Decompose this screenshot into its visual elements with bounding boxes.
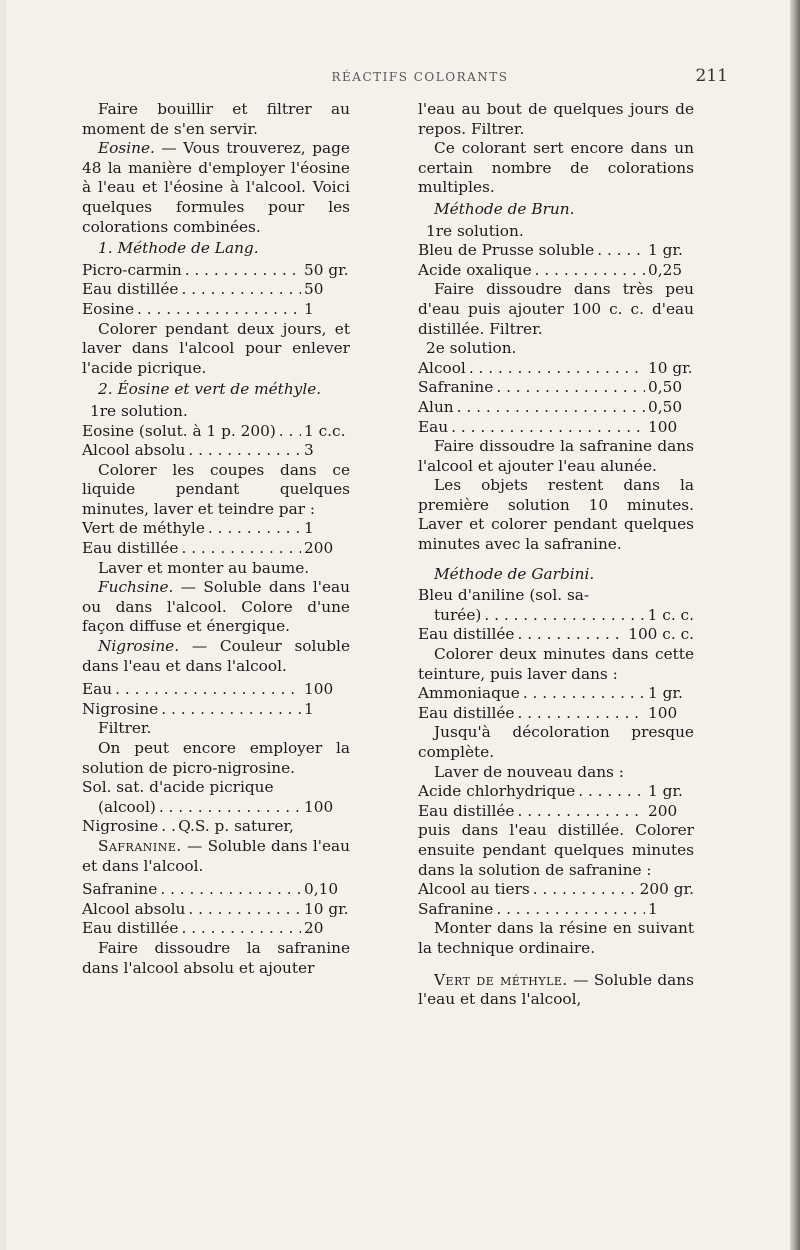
garbini-recipe1: [418, 606, 694, 645]
recipe-line: Picro-carmin . . . 50 gr.: [82, 261, 350, 281]
garbini-paragraph5: Monter dans la résine en suivant la technique ordinaire.: [418, 919, 694, 957]
recipe-line: Eau distillée . . . 50: [82, 280, 350, 300]
recipe-line: Eau . . . 100: [418, 418, 694, 438]
garbini-recipe2: [418, 684, 694, 723]
eosine2-heading: [82, 380, 350, 400]
continuation-paragraph: l'eau au bout de quelques jours de repos. Filtrer.: [418, 100, 694, 138]
vert-paragraph: Laver et monter au baume.: [98, 558, 310, 577]
recipe-line: Alcool . . . 10 gr.: [418, 359, 694, 379]
fuchsine-title: Fuchsine.: [98, 578, 174, 597]
right-column: [418, 100, 694, 1010]
running-head: RÉACTIFS COLORANTS: [331, 70, 509, 84]
garbini-paragraph2: Jusqu'à décoloration presque complète.: [418, 723, 694, 761]
recipe-line: turée) . . . 1 c. c.: [418, 606, 694, 626]
lang-heading: [82, 239, 350, 259]
garbini-recipe4: [418, 880, 694, 919]
garbini-paragraph4: puis dans l'eau distillée. Colorer ensuite pendant quelques minutes dans la solution de safranine :: [418, 821, 694, 879]
nigrosine-text: — Couleur soluble dans l'eau et dans l'alcool.: [82, 637, 350, 675]
brun-recipe2: [418, 359, 694, 437]
lang-recipe: [82, 261, 350, 320]
garbini-title: Méthode de Garbini.: [434, 564, 595, 583]
vert-recipe: [82, 519, 350, 558]
nigrosine-paragraph: [82, 637, 350, 676]
lang-title: 1. Méthode de Lang.: [98, 239, 259, 258]
recipe-line: Safranine . . . 0,10: [82, 880, 350, 900]
recipe-line: Nigrosine . . . Q.S. p. saturer,: [82, 817, 350, 837]
recipe-line: Safranine . . . 1: [418, 900, 694, 920]
brun-heading: [418, 200, 694, 220]
saf-paragraph: Faire dissoudre la safranine dans l'alcool absolu et ajouter: [82, 938, 350, 977]
page-header: [0, 66, 800, 94]
safranine-title: Safranine.: [98, 836, 182, 855]
filtrer-text: Filtrer.: [98, 719, 152, 738]
fuchsine-paragraph: [82, 578, 350, 637]
eosine-title: Eosine.: [98, 139, 155, 158]
page-right-edge-shadow: [790, 0, 800, 1250]
recipe-line: Ammoniaque . . . 1 gr.: [418, 684, 694, 704]
eosine-text: — Vous trouverez, page 48 la manière d'employer l'éosine à l'eau et l'éosine à l'alcool. Voici quelques formules pour les colorations combinées.: [82, 139, 350, 236]
recipe-line: Acide oxalique . . . 0,25: [418, 261, 694, 281]
brun-paragraph1: Faire dissoudre dans très peu d'eau puis ajouter 100 c. c. d'eau distillée. Filtrer.: [418, 280, 694, 338]
picro-recipe: [82, 798, 350, 837]
recipe-line: (alcool) . . . 100: [82, 798, 350, 818]
page-left-edge: [0, 0, 6, 1250]
brun-paragraph2: Faire dissoudre la safranine dans l'alcool et ajouter l'eau alunée.: [418, 437, 694, 475]
brun-paragraph3: Les objets restent dans la première solution 10 minutes. Laver et colorer pendant quelques minutes avec la safranine.: [418, 476, 694, 554]
sol1-recipe: [82, 422, 350, 461]
saf-recipe: [82, 880, 350, 939]
recipe-line: Eau distillée . . . 20: [82, 919, 350, 939]
vert-methyle-title: Vert de méthyle.: [434, 970, 568, 989]
brun-sol1-label: 1re solution.: [426, 221, 524, 240]
recipe-line: Eosine . . . 1: [82, 300, 350, 320]
recipe-line: Safranine . . . 0,50: [418, 378, 694, 398]
picro-paragraph: On peut encore employer la solution de picro-nigrosine.: [82, 739, 350, 777]
vert-methyle-paragraph: [418, 971, 694, 1010]
brun-title: Méthode de Brun.: [434, 199, 575, 218]
lang-paragraph: Colorer pendant deux jours, et laver dans l'alcool pour enlever l'acide picrique.: [82, 319, 350, 377]
recipe-line: Acide chlorhydrique . . . 1 gr.: [418, 782, 694, 802]
garbini-line1: Bleu d'aniline (sol. sa-: [418, 586, 590, 605]
recipe-line: Eosine (solut. à 1 p. 200) . . . 1 c.c.: [82, 422, 350, 442]
picro-sol-line: Sol. sat. d'acide picrique: [82, 778, 274, 797]
safranine-text: — Soluble dans l'eau et dans l'alcool.: [82, 836, 350, 875]
recipe-line: Eau distillée . . . 100 c. c.: [418, 625, 694, 645]
vert-methyle-text: — Soluble dans l'eau et dans l'alcool,: [418, 970, 694, 1009]
brun-recipe1: [418, 241, 694, 280]
left-column: [82, 100, 350, 978]
safranine-paragraph: [82, 837, 350, 876]
garbini-paragraph1: Colorer deux minutes dans cette teinture, puis laver dans :: [418, 645, 694, 683]
colorant-paragraph: Ce colorant sert encore dans un certain nombre de colorations multiples.: [418, 139, 694, 197]
sol1-paragraph: Colorer les coupes dans ce liquide pendant quelques minutes, laver et teindre par :: [82, 460, 350, 518]
recipe-line: Eau distillée . . . 200: [82, 539, 350, 559]
nigrosine-title: Nigrosine.: [98, 637, 180, 656]
fuchsine-text: — Soluble dans l'eau ou dans l'alcool. Colore d'une façon diffuse et énergique.: [82, 578, 350, 636]
eosine2-title: 2. Éosine et vert de méthyle.: [98, 380, 322, 399]
recipe-line: Alcool au tiers . . . 200 gr.: [418, 880, 694, 900]
recipe-line: Bleu de Prusse soluble . . . 1 gr.: [418, 241, 694, 261]
nigro-recipe: [82, 680, 350, 719]
recipe-line: Nigrosine . . . 1: [82, 700, 350, 720]
garbini-paragraph3: Laver de nouveau dans :: [434, 762, 624, 781]
recipe-line: Eau distillée . . . 100: [418, 704, 694, 724]
recipe-line: Eau distillée . . . 200: [418, 802, 694, 822]
garbini-recipe3: [418, 782, 694, 821]
recipe-line: Alun . . . 0,50: [418, 398, 694, 418]
recipe-line: Eau . . . 100: [82, 680, 350, 700]
recipe-line: Alcool absolu . . . 10 gr.: [82, 900, 350, 920]
page-number: 211: [695, 66, 728, 86]
brun-sol2-label: 2e solution.: [426, 339, 517, 358]
recipe-line: Alcool absolu . . . 3: [82, 441, 350, 461]
eosine-paragraph: [82, 139, 350, 237]
garbini-heading: [418, 565, 694, 585]
recipe-line: Vert de méthyle . . . 1: [82, 519, 350, 539]
intro-paragraph: Faire bouillir et filtrer au moment de s'en servir.: [82, 100, 350, 138]
sol1-label: 1re solution.: [90, 401, 188, 420]
